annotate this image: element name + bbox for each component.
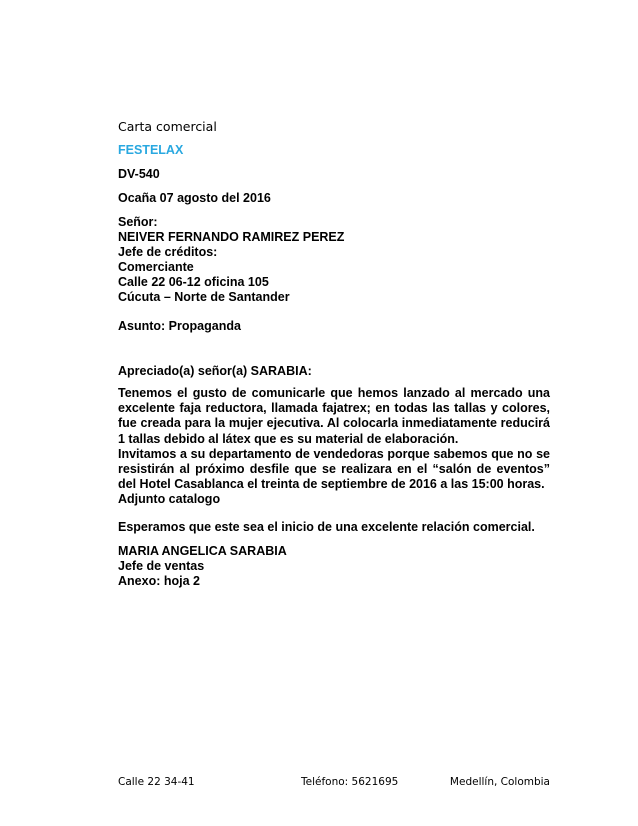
recipient-city: Cúcuta – Norte de Santander (118, 290, 290, 304)
company-name: FESTELAX (118, 143, 184, 157)
recipient-name: NEIVER FERNANDO RAMIREZ PEREZ (118, 230, 345, 244)
recipient-block (118, 215, 550, 305)
body-paragraph: Invitamos a su departamento de vendedoras porque sabemos que no se resistirán al próximo desfile que se realizara en el “salón de eventos” del Hotel Casablanca el treinta de septiembre de 2016 a las 15:00 horas. (118, 446, 550, 492)
recipient-salutation: Señor: (118, 215, 158, 229)
body-paragraph: Tenemos el gusto de comunicarle que hemos lanzado al mercado una excelente faja reductora, llamada fajatrex; en todas las tallas y colores, fue creada para la mujer ejecutiva. Al colocarla inmediatamente reducirá 1 tallas debido al látex que es su material de elaboración. (118, 386, 550, 446)
footer-phone: Teléfono: 5621695 (301, 776, 399, 788)
document-type: Carta comercial (118, 119, 217, 134)
letter-content (118, 119, 550, 589)
footer-address: Calle 22 34-41 (118, 776, 195, 788)
page-footer (118, 774, 550, 790)
body-paragraph: Adjunto catalogo (118, 492, 221, 507)
closing-line: Esperamos que este sea el inicio de una excelente relación comercial. (118, 519, 535, 534)
recipient-occupation: Comerciante (118, 260, 194, 274)
date-line: Ocaña 07 agosto del 2016 (118, 191, 271, 205)
greeting: Apreciado(a) señor(a) SARABIA: (118, 364, 312, 378)
recipient-position: Jefe de créditos: (118, 245, 218, 259)
signature-name: MARIA ANGELICA SARABIA (118, 543, 287, 558)
footer-city: Medellín, Colombia (449, 776, 550, 788)
letter-body (118, 386, 550, 508)
recipient-address: Calle 22 06-12 oficina 105 (118, 275, 269, 289)
subject-line: Asunto: Propaganda (118, 319, 241, 333)
signature-title: Jefe de ventas (118, 558, 205, 573)
attachment-note: Anexo: hoja 2 (118, 573, 200, 588)
signature-block (118, 544, 550, 589)
reference-code: DV-540 (118, 167, 160, 181)
